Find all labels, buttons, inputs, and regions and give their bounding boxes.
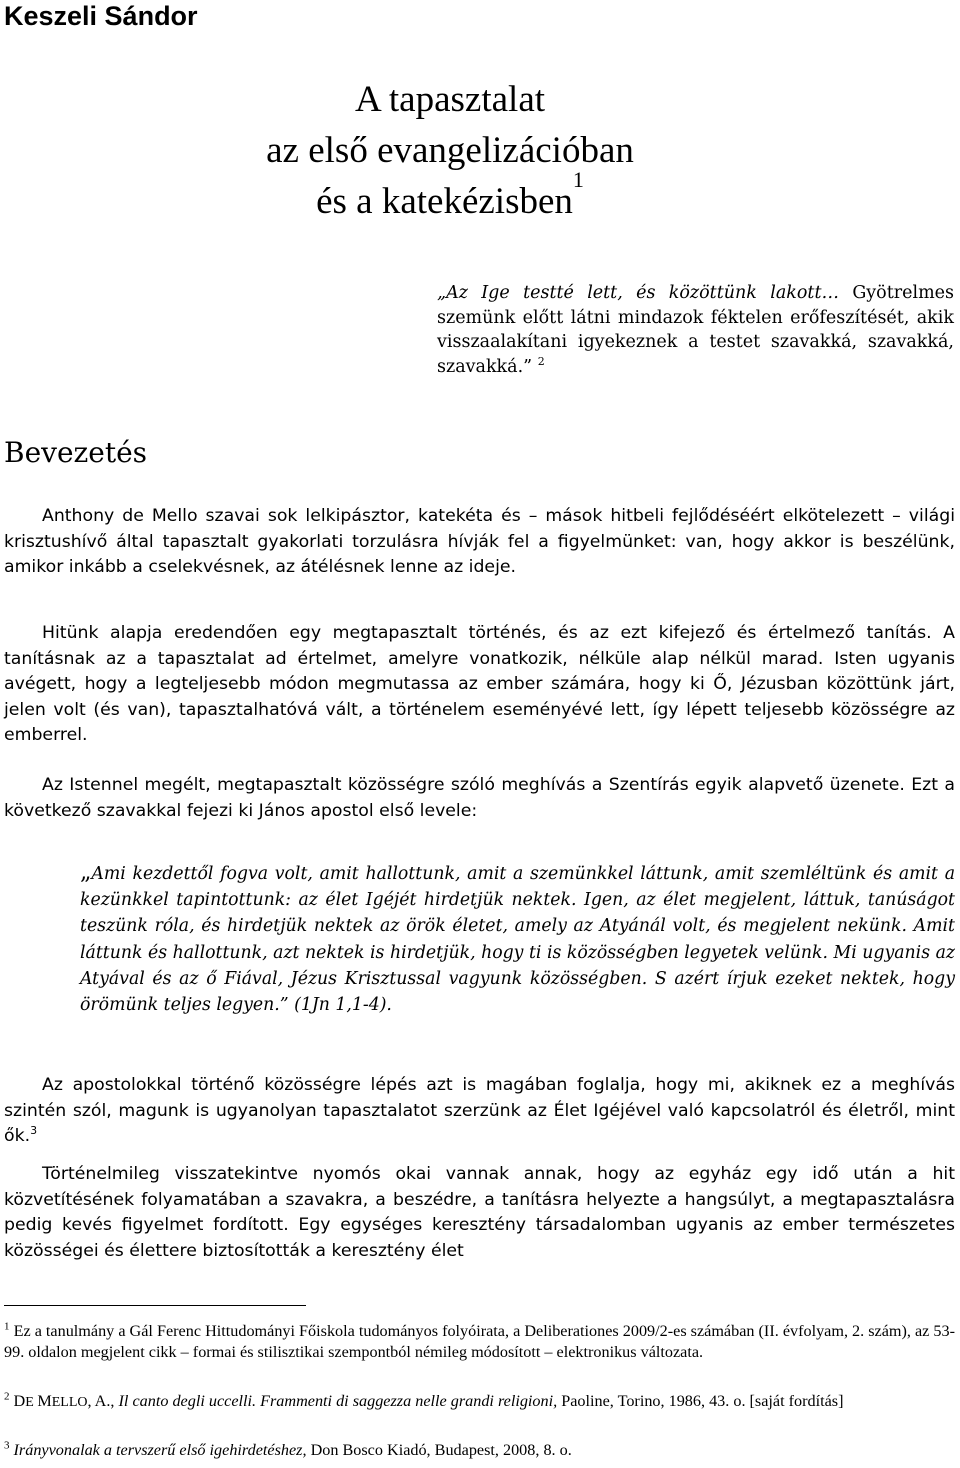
footnote-1	[4, 1321, 955, 1363]
footnote-1-text: Ez a tanulmány a Gál Ferenc Hittudományi Főiskola tudományos folyóirata, a Deliberationes 2009/2-es számában (II. évfolyam, 2. szám), az 53-99. oldalon megjelent cikk – formai és stilisztikai szempontból némileg módosított – elektronikus változata.	[4, 1322, 955, 1362]
paragraph-1: Anthony de Mello szavai sok lelkipásztor, katekéta és – mások hitbeli fejlődéséért elkötelezett – világi krisztushívő által tapasztalt gyakorlati torzulásra hívják fel a figyelmünket: van, hogy akkor is beszélünk, amikor inkább a cselekvésnek, az átélésnek lenne az ideje.	[4, 506, 955, 577]
paragraph-5: Történelmileg visszatekintve nyomós okai vannak annak, hogy az egyház egy idő után a hit közvetítésének folyamatában a szavakra, a beszédre, a tanításra helyezte a hangsúlyt, a megtapasztalásra pedig kevés figyelmet fordított. Egy egységes keresztény társadalomban ugyanis az ember természetes közösségei és élettere biztosították a keresztény élet	[4, 1164, 955, 1261]
article-title	[200, 74, 700, 227]
title-line-1: A tapasztalat	[354, 79, 546, 120]
footnote-3-rest: Don Bosco Kiadó, Budapest, 2008, 8. o.	[306, 1441, 572, 1459]
paragraph-2: Hitünk alapja eredendően egy megtapasztalt történés, és az ezt kifejező és értelmező tanítás. A tanításnak az a tapasztalat ad értelmet, amelyre vonatkozik, nélküle alap nélkül marad. Isten ugyanis avégett, hogy a legteljesebb módon megmutassa az ember számára, hogy ki Ő, Jézusban közöttünk járt, jelen volt (és van), tapasztalhatóvá vált, a történelem eseményévé lett, így lépett teljesebb közösségre az emberrel.	[4, 623, 955, 745]
paragraph-3: Az Istennel megélt, megtapasztalt közösségre szóló meghívás a Szentírás egyik alapvető üzenete. Ezt a következő szavakkal fejezi ki János apostol első levele:	[4, 775, 955, 821]
footnote-2	[4, 1391, 955, 1413]
title-footnote-mark[interactable]: 1	[572, 167, 584, 192]
author-name: Keszeli Sándor	[4, 1, 198, 31]
block-quote	[80, 861, 955, 1018]
epigraph-footnote-mark[interactable]: 2	[537, 354, 545, 368]
footnote-2-author-d: D	[13, 1392, 26, 1410]
footnote-separator	[4, 1305, 306, 1306]
section-heading: Bevezetés	[4, 436, 148, 469]
footnote-2-mark: 2	[4, 1390, 10, 1403]
quote-text: Ami kezdettől fogva volt, amit hallottunk, amit a szemünkkel láttunk, amit szemléltünk és amit a kezünkkel tapintottunk: az élet Igéjét hirdetjük nektek. Igen, az élet megjelent, láttuk, tanúságot teszünk róla, és hirdetjük nektek az örök életet, amely az Atyánál volt, és megjelent nekünk. Amit láttunk és hallottunk, azt nektek is hirdetjük, hogy ti is közösségben legyetek velünk. Mi ugyanis az Atyával és az ő Fiával, Jézus Krisztussal vagyunk közösségben. S azért írjuk ezeket nektek, hogy örömünk teljes legyen.” (1Jn 1,1-4).	[80, 864, 955, 1016]
footnote-2-rest: Paoline, Torino, 1986, 43. o. [saját fordítás]	[557, 1392, 844, 1410]
footnote-3-title: Irányvonalak a tervszerű első igehirdetéshez,	[13, 1441, 307, 1459]
epigraph	[437, 281, 954, 379]
footnote-2-author-m: M	[37, 1392, 52, 1410]
title-line-2: az első evangelizációban	[266, 130, 634, 171]
footnote-3	[4, 1440, 955, 1461]
paragraph-4-text: Az apostolokkal történő közösségre lépés azt is magában foglalja, hogy mi, akiknek ez a meghívás szintén szól, magunk is ugyanolyan tapasztalatot szerzünk az Élet Igéjével való kapcsolatról és életről, mint ők.	[4, 1075, 955, 1146]
quote-open-mark: „	[80, 860, 92, 885]
footnote-2-author-rest: ELLO	[51, 1395, 88, 1410]
paragraph-4-footnote-mark[interactable]: 3	[30, 1124, 38, 1138]
footnote-3-mark: 3	[4, 1439, 10, 1452]
footnote-2-title: Il canto degli uccelli. Frammenti di saggezza nelle grandi religioni,	[118, 1392, 558, 1410]
epigraph-text: Gyötrelmes szemünk előtt látni mindazok féktelen erőfeszítését, akik visszaalakítani igyekeznek a testet szavakká, szavakká, szavakká.”	[437, 283, 954, 377]
footnote-1-mark: 1	[4, 1320, 10, 1333]
footnote-2-author-e: E	[25, 1395, 38, 1410]
epigraph-scripture: „Az Ige testté lett, és közöttünk lakott…	[437, 283, 853, 303]
title-line-3-text: és a katekézisben	[316, 181, 573, 222]
footnote-2-author-tail: , A.,	[87, 1392, 119, 1410]
paragraph-4	[4, 1073, 955, 1150]
title-line-3	[200, 167, 700, 227]
